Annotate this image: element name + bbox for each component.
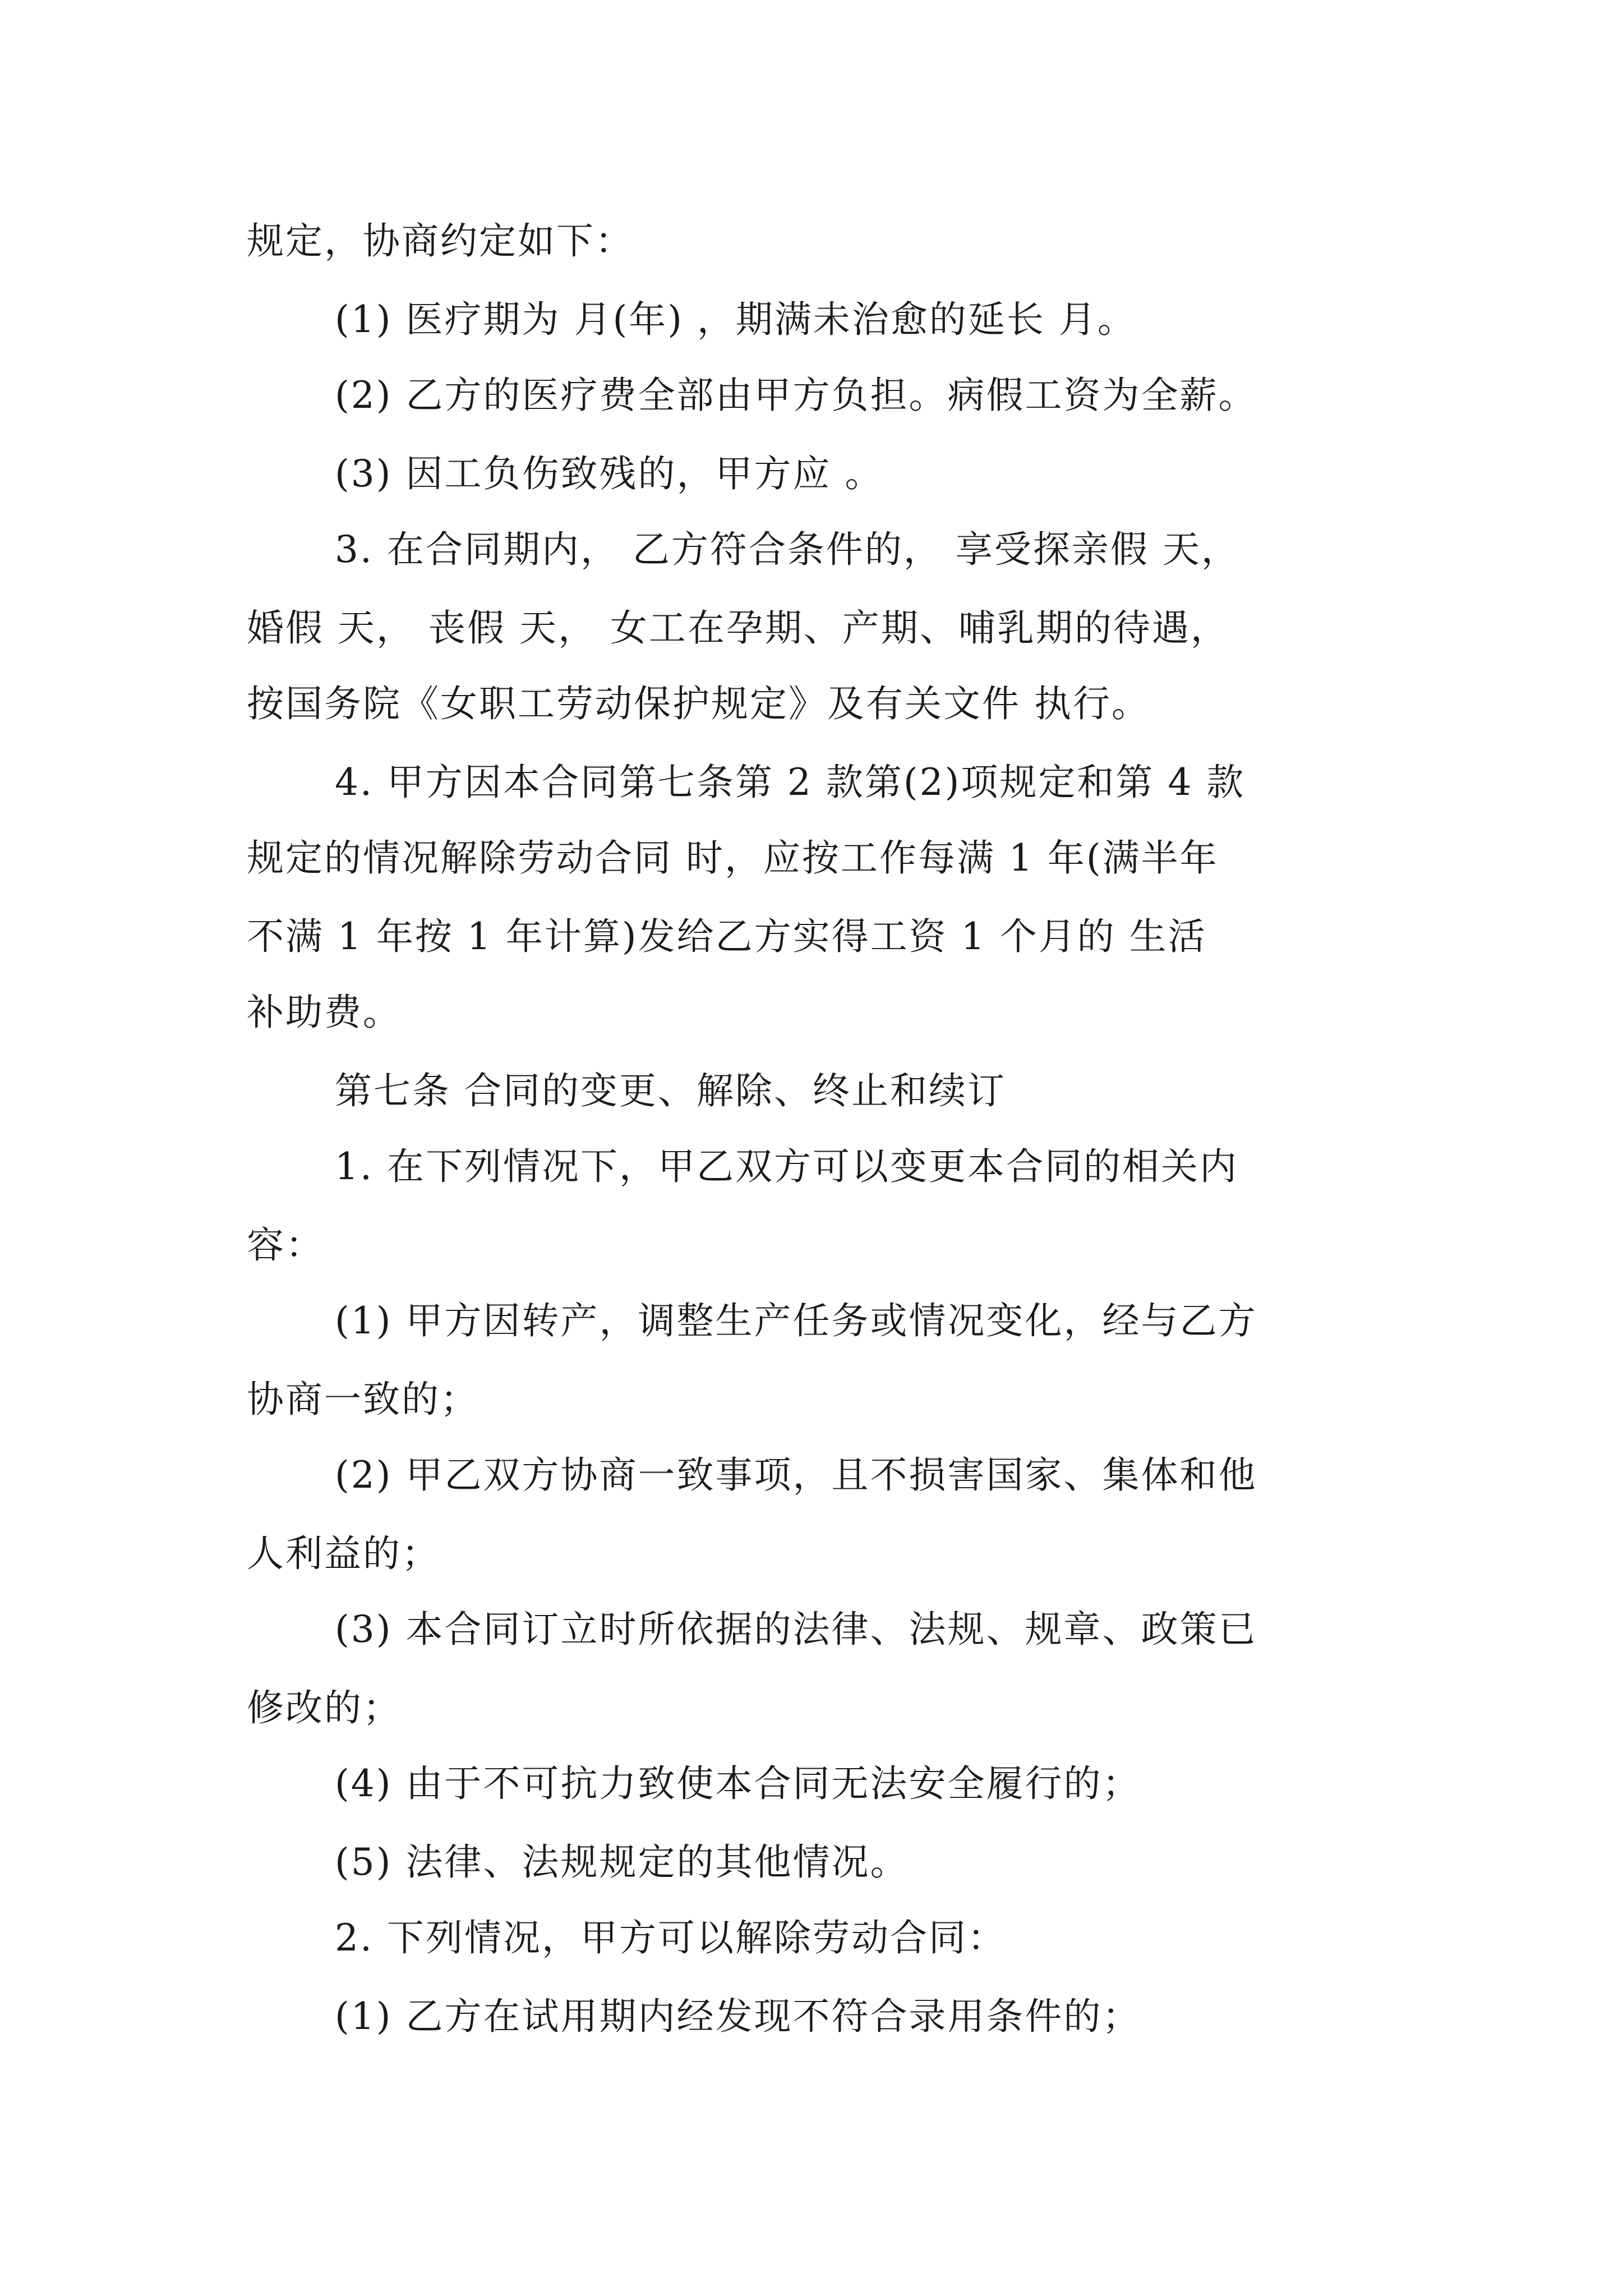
text-line: (3) 本合同订立时所依据的法律、法规、规章、政策已	[335, 1608, 1257, 1651]
text-line: 规定，协商约定如下：	[247, 219, 634, 263]
text-line: 不满 1 年按 1 年计算)发给乙方实得工资 1 个月的 生活	[247, 915, 1207, 958]
text-line: 4. 甲方因本合同第七条第 2 款第(2)项规定和第 4 款	[335, 761, 1246, 804]
text-line: 2. 下列情况，甲方可以解除劳动合同：	[335, 1916, 1006, 1959]
text-line: 协商一致的；	[247, 1378, 479, 1421]
text-line: 修改的；	[247, 1686, 402, 1729]
text-line: 1. 在下列情况下，甲乙双方可以变更本合同的相关内	[335, 1145, 1238, 1188]
text-line: (1) 甲方因转产，调整生产任务或情况变化，经与乙方	[335, 1299, 1257, 1342]
text-line: 人利益的；	[247, 1532, 440, 1575]
text-line: 规定的情况解除劳动合同 时，应按工作每满 1 年(满半年	[247, 836, 1219, 880]
text-line: (5) 法律、法规规定的其他情况。	[335, 1841, 909, 1884]
text-line: (2) 乙方的医疗费全部由甲方负担。病假工资为全薪。	[335, 374, 1257, 417]
text-line: 婚假 天， 丧假 天， 女工在孕期、产期、哺乳期的待遇，	[247, 606, 1229, 650]
section-heading: 第七条 合同的变更、解除、终止和续订	[335, 1069, 1006, 1112]
text-line: (1) 乙方在试用期内经发现不符合录用条件的；	[335, 1995, 1141, 2038]
text-line: 容：	[247, 1223, 324, 1267]
text-line: 3. 在合同期内， 乙方符合条件的， 享受探亲假 天，	[335, 528, 1240, 571]
text-line: (4) 由于不可抗力致使本合同无法安全履行的；	[335, 1762, 1141, 1805]
text-line: 补助费。	[247, 991, 402, 1034]
text-line: (1) 医疗期为 月(年) ，期满未治愈的延长 月。	[335, 298, 1136, 341]
text-line: (2) 甲乙双方协商一致事项，且不损害国家、集体和他	[335, 1453, 1257, 1497]
text-line: 按国务院《女职工劳动保护规定》及有关文件 执行。	[247, 682, 1150, 725]
text-line: (3) 因工负伤致残的，甲方应 。	[335, 452, 884, 495]
